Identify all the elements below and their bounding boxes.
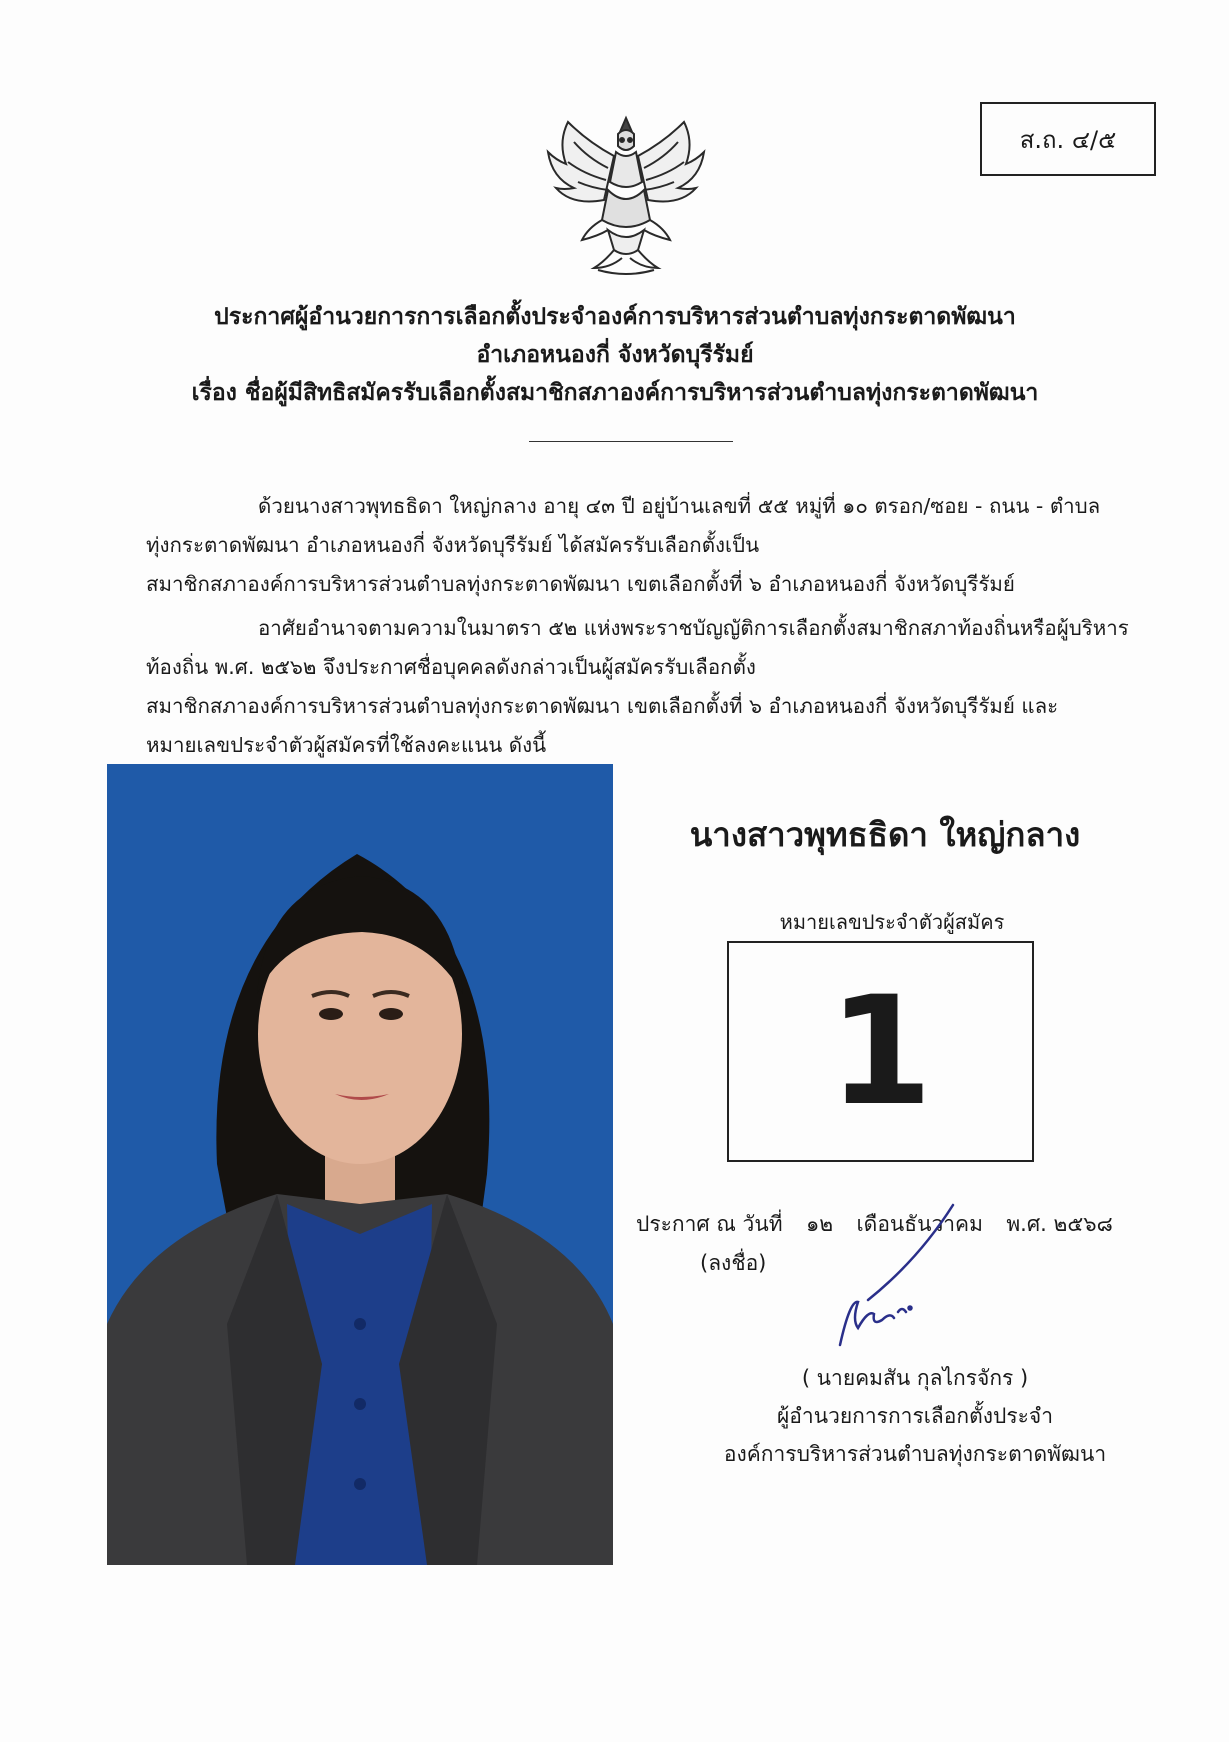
paragraph-applicant: [146, 487, 1121, 604]
candidate-number-box: [727, 941, 1034, 1162]
candidate-number-caption: หมายเลขประจำตัวผู้สมัคร: [779, 910, 1005, 934]
announcement-title: [140, 298, 1090, 412]
signed-label: (ลงชื่อ): [700, 1251, 767, 1275]
paragraph-authority: [146, 609, 1129, 765]
title-divider: [529, 441, 733, 442]
paragraph-line: สมาชิกสภาองค์การบริหารส่วนตำบลทุ่งกระตาดพัฒนา เขตเลือกตั้งที่ ๖ อำเภอหนองกี่ จังหวัดบุรีรัมย์ และ: [146, 694, 1059, 718]
title-line-3: เรื่อง ชื่อผู้มีสิทธิสมัครรับเลือกตั้งสมาชิกสภาองค์การบริหารส่วนตำบลทุ่งกระตาดพัฒนา: [191, 380, 1039, 406]
candidate-name: นางสาวพุทธธิดา ใหญ่กลาง: [689, 815, 1081, 854]
paragraph-line: หมายเลขประจำตัวผู้สมัครที่ใช้ลงคะแนน ดังนี้: [146, 733, 547, 757]
signer-block: [720, 1359, 1110, 1473]
paragraph-line: อาศัยอำนาจตามความในมาตรา ๕๒ แห่งพระราชบัญญัติการเลือกตั้งสมาชิกสภาท้องถิ่นหรือผู้บริหาร: [258, 616, 1129, 640]
paragraph-line: ท้องถิ่น พ.ศ. ๒๕๖๒ จึงประกาศชื่อบุคคลดังกล่าวเป็นผู้สมัครรับเลือกตั้ง: [146, 655, 756, 679]
paragraph-line: ด้วยนางสาวพุทธธิดา ใหญ่กลาง อายุ ๔๓ ปี อยู่บ้านเลขที่ ๕๕ หมู่ที่ ๑๐ ตรอก/ซอย - ถนน - ตำบล: [258, 494, 1101, 518]
paragraph-line: สมาชิกสภาองค์การบริหารส่วนตำบลทุ่งกระตาดพัฒนา เขตเลือกตั้งที่ ๖ อำเภอหนองกี่ จังหวัดบุรีรัมย์: [146, 572, 1015, 596]
title-line-2: อำเภอหนองกี่ จังหวัดบุรีรัมย์: [476, 342, 754, 368]
form-code-box: [980, 102, 1156, 176]
date-month: เดือนธันวาคม: [856, 1212, 983, 1236]
date-day: ๑๒: [805, 1212, 834, 1236]
date-year: พ.ศ. ๒๕๖๘: [1006, 1212, 1113, 1236]
signer-title-line-2: องค์การบริหารส่วนตำบลทุ่งกระตาดพัฒนา: [723, 1442, 1107, 1466]
title-line-1: ประกาศผู้อำนวยการการเลือกตั้งประจำองค์การบริหารส่วนตำบลทุ่งกระตาดพัฒนา: [214, 304, 1016, 330]
signer-name: ( นายคมสัน กุลไกรจักร ): [801, 1366, 1029, 1390]
form-code: ส.ถ. ๔/๕: [1019, 125, 1117, 154]
candidate-number: 1: [828, 964, 933, 1139]
paragraph-line: ทุ่งกระตาดพัฒนา อำเภอหนองกี่ จังหวัดบุรีรัมย์ ได้สมัครรับเลือกตั้งเป็น: [146, 533, 760, 557]
signature-icon: [828, 1200, 968, 1360]
garuda-emblem-icon: [538, 112, 714, 278]
candidate-photo: [107, 764, 613, 1565]
signer-title-line-1: ผู้อำนวยการการเลือกตั้งประจำ: [777, 1404, 1053, 1428]
date-prefix: ประกาศ ณ วันที่: [636, 1212, 783, 1236]
